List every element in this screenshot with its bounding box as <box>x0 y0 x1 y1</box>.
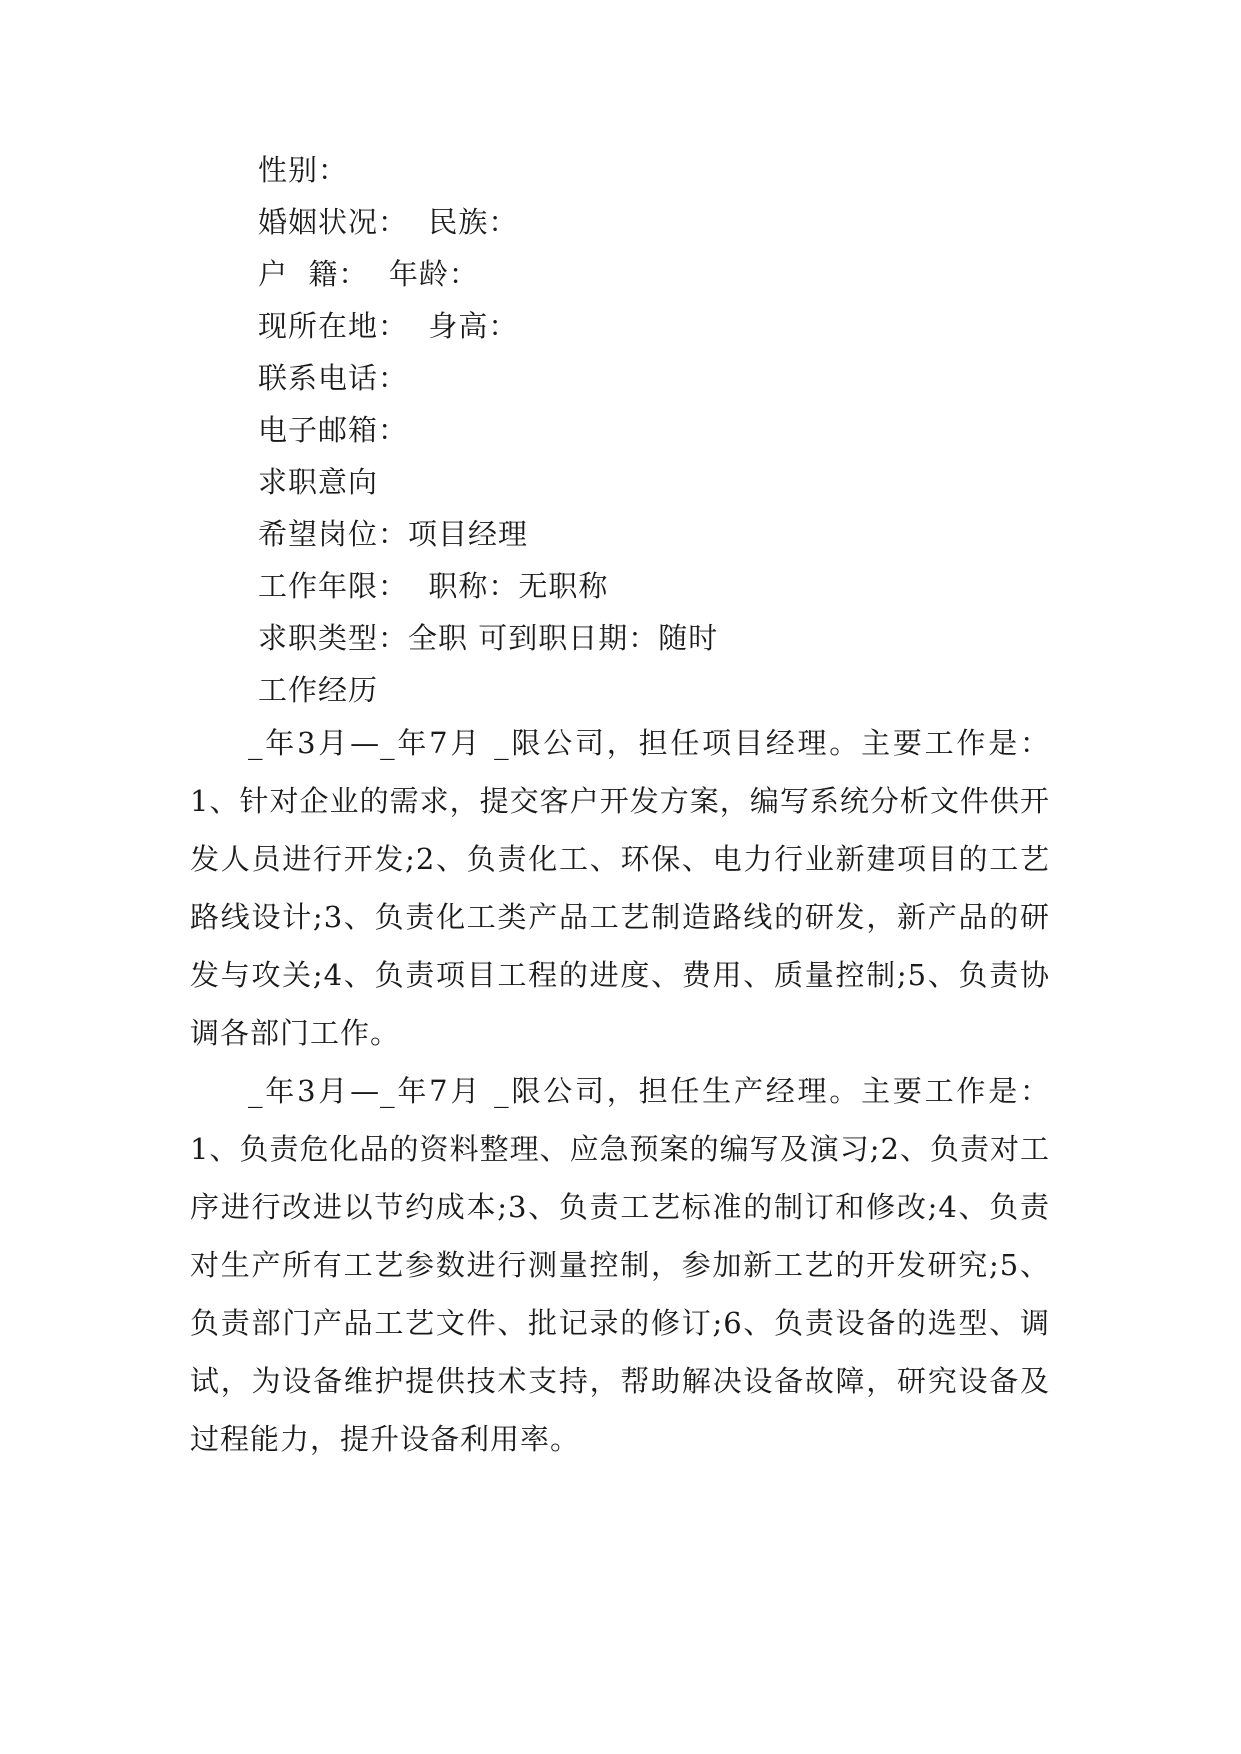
location-height-field: 现所在地： 身高： <box>258 309 519 343</box>
experience-entry-2: _年3月—_年7月 _限公司，担任生产经理。主要工作是：1、负责危化品的资料整理、应急预案的编写及演习;2、负责对工序进行改进以节约成本;3、负责工艺标准的制订和修改;4、负责对生产所有工艺参数进行测量控制，参加新工艺的开发研究;5、负责部门产品工艺文件、批记录的修订;6、负责设备的选型、调试，为设备维护提供技术支持，帮助解决设备故障，研究设备及过程能力，提升设备利用率。 <box>190 1074 1050 1456</box>
marital-ethnicity-field: 婚姻状况： 民族： <box>258 205 519 239</box>
job-type-field: 求职类型：全职 可到职日期：随时 <box>258 621 719 655</box>
experience-heading: 工作经历 <box>258 673 379 707</box>
years-title-field: 工作年限： 职称：无职称 <box>258 569 609 603</box>
desired-position-field: 希望岗位：项目经理 <box>258 517 529 551</box>
phone-field: 联系电话： <box>258 361 409 395</box>
gender-field: 性别： <box>258 153 349 187</box>
intent-heading: 求职意向 <box>258 465 379 499</box>
experience-entry-1: _年3月—_年7月 _限公司，担任项目经理。主要工作是：1、针对企业的需求，提交客户开发方案，编写系统分析文件供开发人员进行开发;2、负责化工、环保、电力行业新建项目的工艺路线设计;3、负责化工类产品工艺制造路线的研发，新产品的研发与攻关;4、负责项目工程的进度、费用、质量控制;5、负责协调各部门工作。 <box>190 726 1050 1050</box>
email-field: 电子邮箱： <box>258 413 409 447</box>
household-age-field: 户 籍： 年龄： <box>258 257 479 291</box>
